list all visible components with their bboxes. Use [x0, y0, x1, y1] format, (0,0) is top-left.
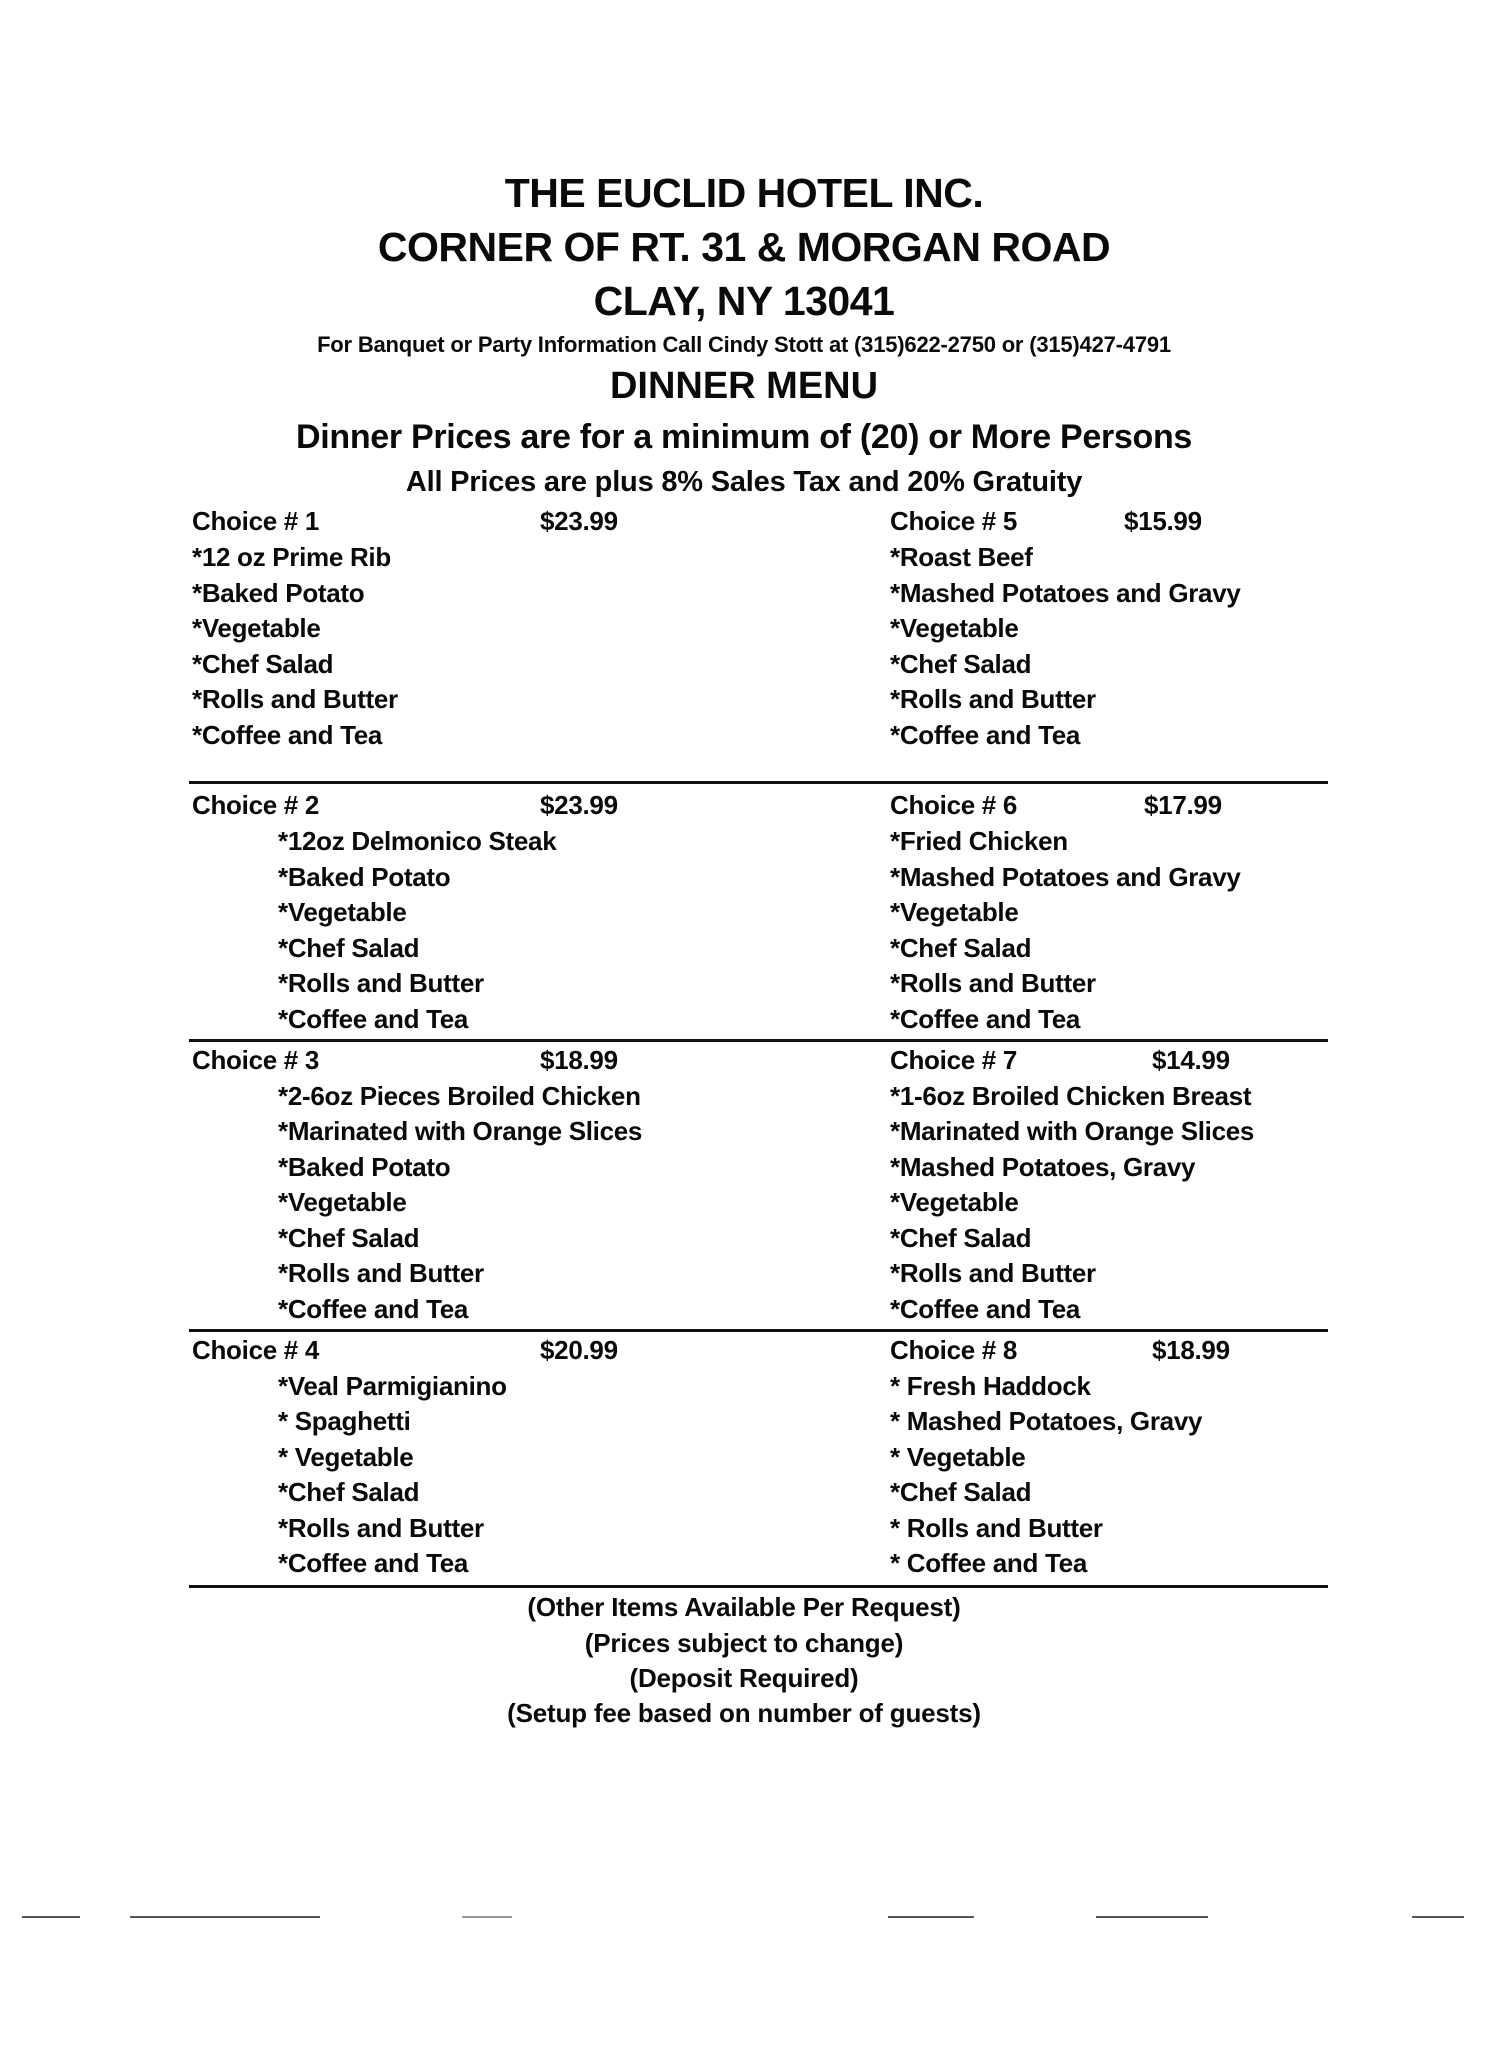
- choice-7-item: *Marinated with Orange Slices: [890, 1116, 1255, 1146]
- hotel-name: THE EUCLID HOTEL INC.: [504, 170, 984, 216]
- choice-7-item: *Chef Salad: [890, 1223, 1032, 1253]
- choice-4-title: Choice # 4: [192, 1335, 320, 1365]
- choice-3-item: *Baked Potato: [278, 1152, 451, 1182]
- choice-8-item: * Rolls and Butter: [890, 1513, 1103, 1543]
- choice-1-item: *Chef Salad: [192, 649, 334, 679]
- choice-5-price: $15.99: [1124, 506, 1202, 536]
- choice-6-item: *Fried Chicken: [890, 826, 1068, 856]
- choice-7-item: *Coffee and Tea: [890, 1294, 1081, 1324]
- choice-2-item: *Chef Salad: [278, 933, 420, 963]
- scan-artifact: [1412, 1916, 1464, 1918]
- choice-6-item: *Vegetable: [890, 897, 1019, 927]
- choice-1-item: *Coffee and Tea: [192, 720, 383, 750]
- choice-5-item: *Rolls and Butter: [890, 684, 1096, 714]
- choice-2-title: Choice # 2: [192, 790, 320, 820]
- choice-8-item: * Mashed Potatoes, Gravy: [890, 1406, 1203, 1436]
- choice-8-price: $18.99: [1152, 1335, 1230, 1365]
- choice-4-price: $20.99: [540, 1335, 618, 1365]
- choice-7-item: *Vegetable: [890, 1187, 1019, 1217]
- choice-8-item: * Coffee and Tea: [890, 1548, 1087, 1578]
- section-divider: [189, 1039, 1328, 1042]
- choice-6-item: *Rolls and Butter: [890, 968, 1096, 998]
- choice-2-item: *Baked Potato: [278, 862, 451, 892]
- scan-artifact: [1096, 1916, 1208, 1918]
- choice-1-item: *Rolls and Butter: [192, 684, 398, 714]
- minimum-notice: Dinner Prices are for a minimum of (20) or More Persons: [295, 418, 1193, 456]
- menu-title: DINNER MENU: [609, 365, 879, 407]
- choice-5-item: *Vegetable: [890, 613, 1019, 643]
- choice-7-price: $14.99: [1152, 1045, 1230, 1075]
- choice-4-item: *Coffee and Tea: [278, 1548, 469, 1578]
- choice-6-title: Choice # 6: [890, 790, 1018, 820]
- choice-3-price: $18.99: [540, 1045, 618, 1075]
- choice-3-item: *Coffee and Tea: [278, 1294, 469, 1324]
- choice-1-price: $23.99: [540, 506, 618, 536]
- choice-5-item: *Mashed Potatoes and Gravy: [890, 578, 1241, 608]
- choice-7-title: Choice # 7: [890, 1045, 1018, 1075]
- scan-artifact: [130, 1916, 320, 1918]
- choice-7-item: *Mashed Potatoes, Gravy: [890, 1152, 1196, 1182]
- choice-2-price: $23.99: [540, 790, 618, 820]
- choice-3-item: *Rolls and Butter: [278, 1258, 484, 1288]
- choice-6-item: *Coffee and Tea: [890, 1004, 1081, 1034]
- section-divider: [189, 1585, 1328, 1588]
- section-divider: [189, 1329, 1328, 1332]
- choice-3-item: *Chef Salad: [278, 1223, 420, 1253]
- choice-5-item: *Roast Beef: [890, 542, 1033, 572]
- choice-8-title: Choice # 8: [890, 1335, 1018, 1365]
- choice-2-item: *Rolls and Butter: [278, 968, 484, 998]
- footer-note: (Prices subject to change): [584, 1628, 904, 1658]
- choice-3-item: *2-6oz Pieces Broiled Chicken: [278, 1081, 641, 1111]
- choice-3-title: Choice # 3: [192, 1045, 320, 1075]
- choice-6-item: *Mashed Potatoes and Gravy: [890, 862, 1241, 892]
- choice-5-title: Choice # 5: [890, 506, 1018, 536]
- choice-1-item: *Baked Potato: [192, 578, 365, 608]
- choice-7-item: *1-6oz Broiled Chicken Breast: [890, 1081, 1252, 1111]
- footer-note: (Deposit Required): [629, 1663, 859, 1693]
- choice-4-item: * Vegetable: [278, 1442, 414, 1472]
- choice-5-item: *Chef Salad: [890, 649, 1032, 679]
- scan-artifact: [22, 1916, 80, 1918]
- choice-3-item: *Marinated with Orange Slices: [278, 1116, 643, 1146]
- hotel-city: CLAY, NY 13041: [593, 278, 895, 324]
- choice-7-item: *Rolls and Butter: [890, 1258, 1096, 1288]
- choice-8-item: * Fresh Haddock: [890, 1371, 1091, 1401]
- banquet-info: For Banquet or Party Information Call Cindy Stott at (315)622-2750 or (315)427-4791: [317, 332, 1171, 357]
- footer-note: (Other Items Available Per Request): [527, 1592, 961, 1622]
- choice-2-item: *Coffee and Tea: [278, 1004, 469, 1034]
- choice-4-item: * Spaghetti: [278, 1406, 411, 1436]
- choice-8-item: *Chef Salad: [890, 1477, 1032, 1507]
- choice-3-item: *Vegetable: [278, 1187, 407, 1217]
- scan-artifact: [888, 1916, 974, 1918]
- choice-4-item: *Veal Parmigianino: [278, 1371, 507, 1401]
- tax-notice: All Prices are plus 8% Sales Tax and 20% Gratuity: [405, 466, 1083, 498]
- choice-1-item: *Vegetable: [192, 613, 321, 643]
- choice-2-item: *Vegetable: [278, 897, 407, 927]
- choice-1-title: Choice # 1: [192, 506, 320, 536]
- scan-artifact: [462, 1916, 512, 1918]
- choice-6-price: $17.99: [1144, 790, 1222, 820]
- choice-8-item: * Vegetable: [890, 1442, 1026, 1472]
- choice-6-item: *Chef Salad: [890, 933, 1032, 963]
- choice-5-item: *Coffee and Tea: [890, 720, 1081, 750]
- section-divider: [189, 781, 1328, 784]
- choice-4-item: *Rolls and Butter: [278, 1513, 484, 1543]
- footer-note: (Setup fee based on number of guests): [507, 1698, 981, 1728]
- hotel-address: CORNER OF RT. 31 & MORGAN ROAD: [377, 224, 1111, 270]
- choice-2-item: *12oz Delmonico Steak: [278, 826, 557, 856]
- choice-1-item: *12 oz Prime Rib: [192, 542, 391, 572]
- choice-4-item: *Chef Salad: [278, 1477, 420, 1507]
